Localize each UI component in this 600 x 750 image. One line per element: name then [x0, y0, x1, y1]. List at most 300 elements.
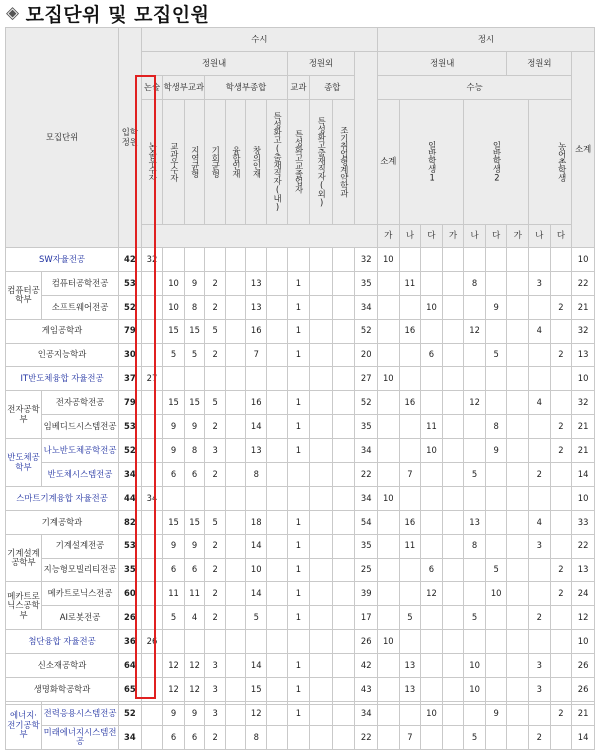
quota-cell: 42 — [119, 248, 142, 272]
value-cell — [332, 725, 355, 749]
value-cell: 8 — [246, 463, 267, 487]
value-cell: 15 — [184, 319, 205, 343]
value-cell — [421, 367, 443, 391]
value-cell — [141, 510, 163, 534]
header-susi-col: 기회균형 — [205, 100, 226, 225]
value-cell — [332, 486, 355, 510]
value-cell — [184, 630, 205, 654]
value-cell — [332, 319, 355, 343]
value-cell — [399, 701, 421, 725]
unit-name: 기계공학과 — [6, 510, 119, 534]
value-cell — [442, 367, 464, 391]
value-cell — [332, 510, 355, 534]
value-cell: 1 — [287, 701, 310, 725]
value-cell — [332, 271, 355, 295]
value-cell: 2 — [550, 558, 572, 582]
value-cell — [310, 439, 333, 463]
value-cell: 27 — [355, 367, 378, 391]
value-cell — [225, 510, 246, 534]
value-cell: 15 — [184, 391, 205, 415]
value-cell — [550, 678, 572, 702]
value-cell — [464, 486, 486, 510]
value-cell — [332, 343, 355, 367]
value-cell: 15 — [163, 510, 185, 534]
value-cell: 10 — [163, 271, 185, 295]
value-cell: 11 — [399, 534, 421, 558]
header-group-3: 농어촌학생 — [529, 100, 595, 225]
value-cell — [246, 367, 267, 391]
value-cell: 12 — [163, 654, 185, 678]
value-cell — [464, 582, 486, 606]
value-cell — [141, 319, 163, 343]
value-cell: 9 — [485, 295, 507, 319]
value-cell: 21 — [572, 415, 595, 439]
value-cell — [442, 271, 464, 295]
value-cell: 13 — [572, 558, 595, 582]
value-cell: 8 — [184, 439, 205, 463]
quota-cell: 30 — [119, 343, 142, 367]
header-student-comprehensive: 학생부종합 — [205, 76, 287, 100]
quota-cell: 65 — [119, 678, 142, 702]
value-cell — [310, 534, 333, 558]
value-cell — [442, 248, 464, 272]
value-cell: 16 — [246, 319, 267, 343]
value-cell — [225, 248, 246, 272]
value-cell — [141, 391, 163, 415]
value-cell — [287, 463, 310, 487]
value-cell — [378, 701, 400, 725]
value-cell — [442, 510, 464, 534]
value-cell — [507, 367, 529, 391]
value-cell — [332, 463, 355, 487]
group-name: 반도체공학부 — [6, 439, 42, 487]
value-cell: 24 — [572, 582, 595, 606]
value-cell: 5 — [205, 319, 226, 343]
value-cell — [507, 415, 529, 439]
value-cell — [225, 295, 246, 319]
value-cell: 3 — [205, 701, 226, 725]
header-susi-col: 지역균형 — [184, 100, 205, 225]
value-cell: 1 — [287, 439, 310, 463]
value-cell — [507, 295, 529, 319]
value-cell: 9 — [184, 415, 205, 439]
value-cell — [205, 248, 226, 272]
value-cell — [464, 367, 486, 391]
value-cell — [332, 558, 355, 582]
value-cell: 17 — [355, 606, 378, 630]
value-cell — [399, 582, 421, 606]
value-cell: 3 — [529, 654, 551, 678]
header-susi-empty — [355, 52, 378, 225]
value-cell: 5 — [399, 606, 421, 630]
value-cell — [550, 534, 572, 558]
value-cell — [267, 248, 288, 272]
table-row — [6, 295, 595, 319]
value-cell — [378, 463, 400, 487]
value-cell — [399, 248, 421, 272]
value-cell: 16 — [399, 510, 421, 534]
value-cell — [485, 248, 507, 272]
value-cell — [442, 630, 464, 654]
value-cell: 4 — [529, 319, 551, 343]
value-cell: 8 — [485, 415, 507, 439]
quota-cell: 36 — [119, 630, 142, 654]
unit-name: 스마트기계융합 자율전공 — [6, 486, 119, 510]
value-cell — [507, 463, 529, 487]
unit-name: 인공지능학과 — [6, 343, 119, 367]
quota-cell: 60 — [119, 582, 142, 606]
value-cell — [141, 271, 163, 295]
value-cell — [529, 486, 551, 510]
value-cell: 34 — [355, 701, 378, 725]
value-cell — [310, 415, 333, 439]
value-cell — [378, 415, 400, 439]
value-cell: 11 — [421, 415, 443, 439]
value-cell — [442, 415, 464, 439]
header-susi-col: 창의인재 — [246, 100, 267, 225]
value-cell: 1 — [287, 654, 310, 678]
value-cell — [442, 678, 464, 702]
value-cell — [550, 630, 572, 654]
value-cell — [464, 248, 486, 272]
value-cell: 35 — [355, 271, 378, 295]
value-cell: 1 — [287, 343, 310, 367]
value-cell: 6 — [421, 558, 443, 582]
value-cell: 21 — [572, 295, 595, 319]
table-row — [6, 415, 595, 439]
group-name: 전자공학부 — [6, 391, 42, 439]
value-cell: 26 — [141, 630, 163, 654]
value-cell: 10 — [378, 367, 400, 391]
header-gun: 가 — [442, 225, 464, 248]
value-cell — [310, 391, 333, 415]
quota-cell: 37 — [119, 367, 142, 391]
value-cell: 10 — [378, 630, 400, 654]
value-cell — [141, 463, 163, 487]
value-cell: 16 — [246, 391, 267, 415]
value-cell — [141, 295, 163, 319]
value-cell — [267, 725, 288, 749]
value-cell — [378, 319, 400, 343]
quota-cell: 53 — [119, 534, 142, 558]
header-susi: 수시 — [141, 28, 377, 52]
header-jeongsi-in: 정원내 — [378, 52, 507, 76]
header-gun: 다 — [421, 225, 443, 248]
value-cell: 52 — [355, 391, 378, 415]
value-cell — [485, 654, 507, 678]
value-cell — [485, 271, 507, 295]
unit-name: 임베디드시스템전공 — [41, 415, 118, 439]
header-gun: 다 — [485, 225, 507, 248]
value-cell: 9 — [485, 701, 507, 725]
value-cell: 12 — [184, 654, 205, 678]
value-cell: 13 — [399, 654, 421, 678]
value-cell — [550, 486, 572, 510]
value-cell: 1 — [287, 558, 310, 582]
value-cell: 5 — [184, 343, 205, 367]
header-susi-in: 정원내 — [141, 52, 287, 76]
header-susi-col: 조기취업형계약학과 — [332, 100, 355, 225]
value-cell — [141, 725, 163, 749]
value-cell — [442, 606, 464, 630]
value-cell: 5 — [464, 463, 486, 487]
table-row — [6, 606, 595, 630]
value-cell: 10 — [572, 367, 595, 391]
value-cell: 22 — [355, 463, 378, 487]
value-cell — [507, 558, 529, 582]
value-cell — [421, 319, 443, 343]
header-unit: 모집단위 — [6, 28, 119, 248]
quota-cell: 53 — [119, 271, 142, 295]
table-row — [6, 678, 595, 702]
header-jeongsi-total: 소계 — [572, 52, 595, 248]
header-subject: 교과 — [287, 76, 310, 100]
value-cell — [141, 439, 163, 463]
value-cell: 1 — [287, 415, 310, 439]
value-cell — [310, 319, 333, 343]
value-cell — [246, 486, 267, 510]
value-cell — [205, 367, 226, 391]
value-cell — [550, 510, 572, 534]
value-cell — [421, 654, 443, 678]
value-cell: 34 — [355, 439, 378, 463]
value-cell — [507, 701, 529, 725]
value-cell — [267, 534, 288, 558]
value-cell: 6 — [163, 463, 185, 487]
value-cell — [529, 439, 551, 463]
value-cell — [464, 701, 486, 725]
value-cell — [310, 271, 333, 295]
value-cell — [310, 248, 333, 272]
value-cell: 3 — [529, 271, 551, 295]
value-cell: 2 — [550, 439, 572, 463]
value-cell — [246, 248, 267, 272]
value-cell: 11 — [184, 582, 205, 606]
value-cell: 16 — [399, 391, 421, 415]
value-cell: 27 — [141, 367, 163, 391]
value-cell — [421, 725, 443, 749]
value-cell — [267, 558, 288, 582]
unit-name: 기계설계전공 — [41, 534, 118, 558]
unit-name: 메카트로닉스전공 — [41, 582, 118, 606]
value-cell: 10 — [572, 248, 595, 272]
value-cell — [529, 630, 551, 654]
table-row — [6, 558, 595, 582]
value-cell — [225, 558, 246, 582]
value-cell — [442, 582, 464, 606]
group-name: 컴퓨터공학부 — [6, 271, 42, 319]
header-gun: 나 — [464, 225, 486, 248]
value-cell: 21 — [572, 701, 595, 725]
value-cell: 25 — [355, 558, 378, 582]
quota-cell: 79 — [119, 319, 142, 343]
value-cell — [310, 558, 333, 582]
unit-name: 게임공학과 — [6, 319, 119, 343]
value-cell — [141, 582, 163, 606]
value-cell — [485, 486, 507, 510]
value-cell — [267, 439, 288, 463]
value-cell — [225, 630, 246, 654]
value-cell — [529, 415, 551, 439]
value-cell — [507, 534, 529, 558]
value-cell — [184, 367, 205, 391]
value-cell: 34 — [355, 295, 378, 319]
quota-cell: 79 — [119, 391, 142, 415]
quota-cell: 64 — [119, 654, 142, 678]
unit-name: 컴퓨터공학전공 — [41, 271, 118, 295]
quota-cell: 52 — [119, 295, 142, 319]
value-cell — [399, 343, 421, 367]
value-cell: 12 — [464, 319, 486, 343]
header-suneung: 수능 — [378, 76, 572, 100]
value-cell — [529, 582, 551, 606]
value-cell — [267, 582, 288, 606]
value-cell: 2 — [529, 725, 551, 749]
value-cell — [464, 439, 486, 463]
header-jeongsi-out: 정원외 — [507, 52, 572, 76]
value-cell — [310, 701, 333, 725]
value-cell — [267, 295, 288, 319]
header-quota: 입학정원 — [119, 28, 142, 248]
value-cell — [529, 295, 551, 319]
table-row — [6, 701, 595, 725]
value-cell: 10 — [464, 654, 486, 678]
value-cell: 1 — [287, 391, 310, 415]
admission-table — [5, 27, 595, 750]
value-cell: 13 — [399, 678, 421, 702]
value-cell — [225, 725, 246, 749]
header-gun: 가 — [507, 225, 529, 248]
value-cell: 6 — [163, 725, 185, 749]
value-cell — [378, 271, 400, 295]
value-cell: 12 — [421, 582, 443, 606]
value-cell — [332, 391, 355, 415]
header-susi-col: 특성화고(출재직자(내) — [267, 100, 288, 225]
value-cell — [267, 630, 288, 654]
value-cell — [141, 343, 163, 367]
unit-name: 지능형모빌리티전공 — [41, 558, 118, 582]
value-cell: 52 — [355, 319, 378, 343]
value-cell — [225, 367, 246, 391]
value-cell — [267, 415, 288, 439]
header-susi-subtotal: 소계 — [378, 100, 400, 225]
value-cell: 20 — [355, 343, 378, 367]
value-cell: 5 — [464, 606, 486, 630]
value-cell — [141, 678, 163, 702]
value-cell: 10 — [572, 486, 595, 510]
value-cell — [442, 343, 464, 367]
value-cell — [399, 486, 421, 510]
value-cell: 5 — [205, 510, 226, 534]
table-row — [6, 439, 595, 463]
value-cell — [287, 725, 310, 749]
value-cell — [485, 606, 507, 630]
header-comprehensive: 종합 — [310, 76, 355, 100]
value-cell — [310, 343, 333, 367]
value-cell — [267, 654, 288, 678]
value-cell — [267, 391, 288, 415]
value-cell: 13 — [464, 510, 486, 534]
value-cell — [287, 630, 310, 654]
value-cell: 12 — [572, 606, 595, 630]
value-cell — [267, 510, 288, 534]
value-cell — [550, 606, 572, 630]
value-cell — [507, 271, 529, 295]
value-cell: 33 — [572, 510, 595, 534]
value-cell — [141, 701, 163, 725]
value-cell — [378, 391, 400, 415]
value-cell — [332, 415, 355, 439]
value-cell: 9 — [184, 701, 205, 725]
value-cell: 8 — [184, 295, 205, 319]
value-cell — [550, 367, 572, 391]
value-cell — [378, 582, 400, 606]
value-cell — [442, 725, 464, 749]
quota-cell: 52 — [119, 701, 142, 725]
value-cell: 3 — [205, 678, 226, 702]
value-cell — [529, 558, 551, 582]
value-cell: 54 — [355, 510, 378, 534]
value-cell: 1 — [287, 319, 310, 343]
value-cell: 5 — [163, 606, 185, 630]
header-gun: 다 — [550, 225, 572, 248]
value-cell: 32 — [141, 248, 163, 272]
value-cell: 2 — [205, 534, 226, 558]
value-cell — [225, 654, 246, 678]
value-cell — [225, 319, 246, 343]
value-cell — [442, 486, 464, 510]
value-cell: 5 — [163, 343, 185, 367]
value-cell: 8 — [246, 725, 267, 749]
value-cell — [442, 319, 464, 343]
value-cell — [399, 439, 421, 463]
unit-name: 나노반도체공학전공 — [41, 439, 118, 463]
value-cell: 14 — [246, 654, 267, 678]
value-cell — [550, 319, 572, 343]
value-cell — [529, 248, 551, 272]
value-cell: 11 — [163, 582, 185, 606]
value-cell — [310, 630, 333, 654]
value-cell: 35 — [355, 415, 378, 439]
value-cell: 10 — [163, 295, 185, 319]
value-cell: 6 — [184, 463, 205, 487]
value-cell: 13 — [572, 343, 595, 367]
value-cell — [267, 367, 288, 391]
value-cell — [287, 367, 310, 391]
value-cell: 22 — [572, 271, 595, 295]
value-cell: 4 — [529, 391, 551, 415]
value-cell — [550, 271, 572, 295]
value-cell — [442, 701, 464, 725]
value-cell — [225, 463, 246, 487]
value-cell — [378, 295, 400, 319]
value-cell: 15 — [246, 678, 267, 702]
value-cell — [421, 248, 443, 272]
value-cell — [332, 295, 355, 319]
header-nonsul: 논술 — [141, 76, 163, 100]
value-cell: 9 — [163, 534, 185, 558]
value-cell: 11 — [399, 271, 421, 295]
value-cell — [421, 534, 443, 558]
value-cell — [225, 606, 246, 630]
value-cell — [332, 678, 355, 702]
table-row — [6, 486, 595, 510]
unit-name: 소프트웨어전공 — [41, 295, 118, 319]
value-cell: 2 — [205, 343, 226, 367]
value-cell: 14 — [572, 725, 595, 749]
value-cell — [529, 367, 551, 391]
value-cell: 6 — [163, 558, 185, 582]
